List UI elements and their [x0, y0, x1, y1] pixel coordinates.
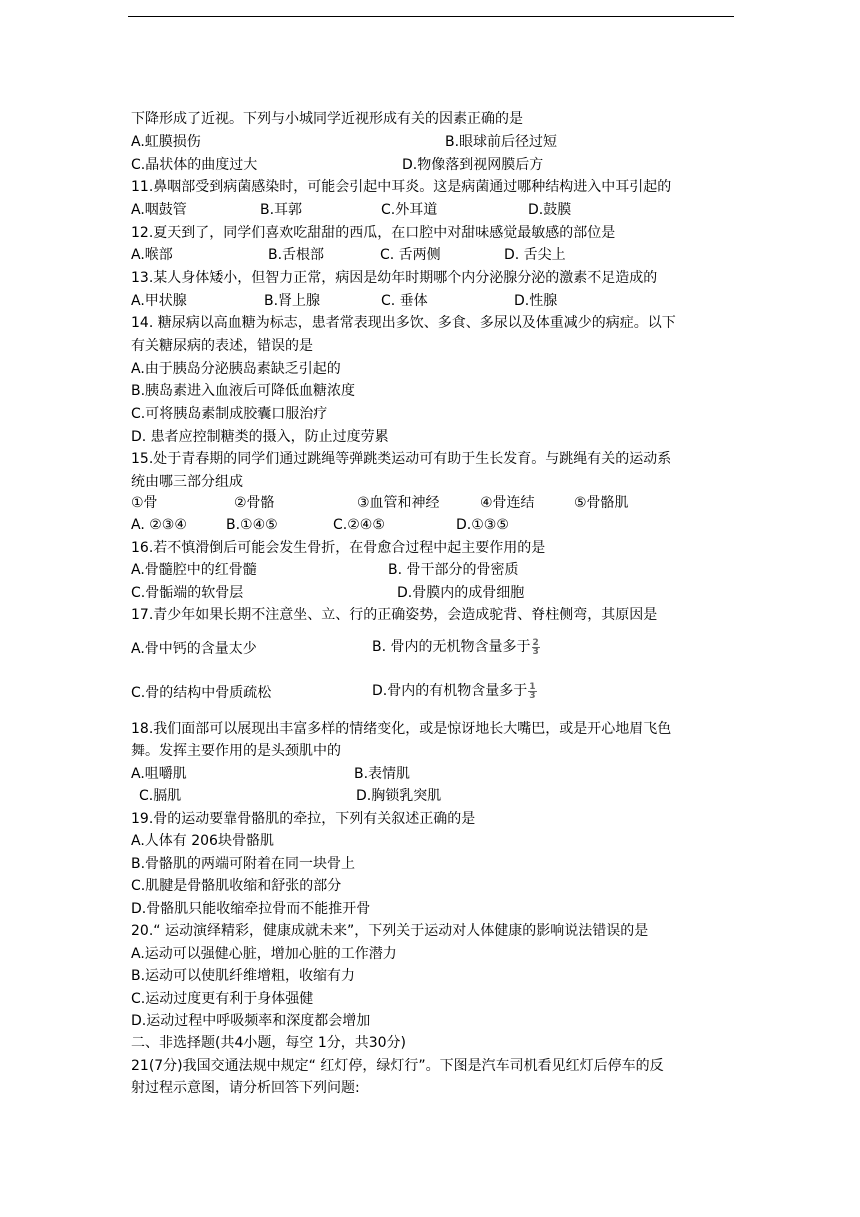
q15-item-4: ④骨连结 — [480, 495, 535, 511]
q10-option-c: C.晶状体的曲度过大 — [131, 157, 258, 173]
q16-option-d: D.骨膜内的成骨细胞 — [397, 585, 525, 601]
q15-option-a: A. ②③④ — [131, 517, 187, 533]
q15-option-b: B.①④⑤ — [226, 517, 278, 533]
q10-option-d: D.物像落到视网膜后方 — [402, 157, 544, 173]
q14-option-c: C.可将胰岛素制成胶囊口服治疗 — [131, 406, 328, 422]
q18-stem-line1: 18.我们面部可以展现出丰富多样的情绪变化，或是惊讶地长大嘴巴，或是开心地眉飞色 — [131, 721, 672, 737]
q15-option-c: C.②④⑤ — [333, 517, 385, 533]
q18-option-d: D.胸锁乳突肌 — [356, 788, 442, 804]
section-heading: 二、非选择题(共4小题，每空 1分，共30分) — [131, 1035, 407, 1051]
q15-item-3: ③血管和神经 — [357, 495, 440, 511]
q18-option-b: B.表情肌 — [354, 766, 411, 782]
q14-option-d: D. 患者应控制糖类的摄入，防止过度劳累 — [131, 429, 389, 445]
top-rule — [128, 16, 734, 17]
q11-option-a: A.咽鼓管 — [131, 202, 187, 218]
q10-option-b: B.眼球前后径过短 — [445, 134, 558, 150]
q16-option-a: A.骨髓腔中的红骨髓 — [131, 562, 257, 578]
q17-option-c: C.骨的结构中骨质疏松 — [131, 685, 272, 701]
q14-stem-line1: 14. 糖尿病以高血糖为标志，患者常表现出多饮、多食、多尿以及体重减少的病症。以下 — [131, 315, 676, 331]
q14-option-a: A.由于胰岛分泌胰岛素缺乏引起的 — [131, 361, 341, 377]
q15-stem-line2: 统由哪三部分组成 — [131, 474, 243, 490]
q15-item-5: ⑤骨骼肌 — [574, 495, 629, 511]
q20-option-a: A.运动可以强健心脏，增加心脏的工作潜力 — [131, 946, 397, 962]
q12-option-d: D. 舌尖上 — [504, 247, 566, 263]
q15-item-1: ①骨 — [131, 495, 158, 511]
q19-option-d: D.骨骼肌只能收缩牵拉骨而不能推开骨 — [131, 901, 371, 917]
q20-option-c: C.运动过度更有利于身体强健 — [131, 991, 314, 1007]
q15-option-d: D.①③⑤ — [456, 517, 509, 533]
q15-stem-line1: 15.处于青春期的同学们通过跳绳等弹跳类运动可有助于生长发育。与跳绳有关的运动系 — [131, 451, 672, 467]
intro-tail: 下降形成了近视。下列与小城同学近视形成有关的因素正确的是 — [131, 111, 523, 127]
q11-option-d: D.鼓膜 — [528, 202, 572, 218]
q17-option-d-text: D.骨内的有机物含量多于 — [372, 683, 528, 699]
q12-option-b: B.舌根部 — [268, 247, 325, 263]
q13-stem: 13.某人身体矮小，但智力正常，病因是幼年时期哪个内分泌腺分泌的激素不足造成的 — [131, 270, 658, 286]
q19-option-a: A.人体有 206块骨骼肌 — [131, 833, 274, 849]
fraction-denominator: 3 — [532, 646, 539, 657]
q19-stem: 19.骨的运动要靠骨骼肌的牵拉，下列有关叙述正确的是 — [131, 811, 476, 827]
q18-option-a: A.咀嚼肌 — [131, 766, 187, 782]
q14-option-b: B.胰岛素进入血液后可降低血糖浓度 — [131, 383, 356, 399]
q19-option-c: C.肌腱是骨骼肌收缩和舒张的部分 — [131, 878, 342, 894]
q20-option-d: D.运动过程中呼吸频率和深度都会增加 — [131, 1013, 371, 1029]
q20-option-b: B.运动可以使肌纤维增粗，收缩有力 — [131, 968, 356, 984]
fraction-numerator: 2 — [532, 637, 539, 648]
q17-option-b — [372, 638, 540, 656]
q13-option-d: D.性腺 — [514, 293, 558, 309]
q16-stem: 16.若不慎滑倒后可能会发生骨折，在骨愈合过程中起主要作用的是 — [131, 540, 546, 556]
q16-option-c: C.骨骺端的软骨层 — [131, 585, 244, 601]
two-thirds-fraction — [532, 639, 540, 656]
q18-option-c: C.膈肌 — [139, 788, 182, 804]
fraction-denominator: 3 — [529, 690, 536, 701]
q12-option-a: A.喉部 — [131, 247, 173, 263]
q10-option-a: A.虹膜损伤 — [131, 134, 201, 150]
q20-stem: 20.“ 运动演绎精彩，健康成就未来”，下列关于运动对人体健康的影响说法错误的是 — [131, 923, 649, 939]
q13-option-b: B.肾上腺 — [264, 293, 321, 309]
q21-stem-line2: 射过程示意图，请分析回答下列问题: — [131, 1080, 360, 1096]
fraction-numerator: 1 — [529, 681, 536, 692]
q16-option-b: B. 骨干部分的骨密质 — [388, 562, 519, 578]
q11-stem: 11.鼻咽部受到病菌感染时，可能会引起中耳炎。这是病菌通过哪种结构进入中耳引起的 — [131, 179, 672, 195]
q17-stem: 17.青少年如果长期不注意坐、立、行的正确姿势，会造成驼背、脊柱侧弯，其原因是 — [131, 607, 658, 623]
q14-stem-line2: 有关糖尿病的表述，错误的是 — [131, 338, 313, 354]
one-third-fraction — [528, 683, 536, 700]
q11-option-c: C.外耳道 — [381, 202, 438, 218]
q17-option-a: A.骨中钙的含量太少 — [131, 641, 257, 657]
q13-option-a: A.甲状腺 — [131, 293, 187, 309]
q19-option-b: B.骨骼肌的两端可附着在同一块骨上 — [131, 856, 356, 872]
q17-option-d — [372, 682, 537, 700]
q15-item-2: ②骨骼 — [234, 495, 275, 511]
q11-option-b: B.耳郭 — [260, 202, 303, 218]
q18-stem-line2: 舞。发挥主要作用的是头颈肌中的 — [131, 743, 341, 759]
q12-option-c: C. 舌两侧 — [380, 247, 441, 263]
q17-option-b-text: B. 骨内的无机物含量多于 — [372, 639, 531, 655]
q13-option-c: C. 垂体 — [381, 293, 428, 309]
q12-stem: 12.夏天到了，同学们喜欢吃甜甜的西瓜，在口腔中对甜味感觉最敏感的部位是 — [131, 225, 616, 241]
q21-stem-line1: 21(7分)我国交通法规中规定“ 红灯停，绿灯行”。下图是汽车司机看见红灯后停车的反 — [131, 1058, 664, 1074]
